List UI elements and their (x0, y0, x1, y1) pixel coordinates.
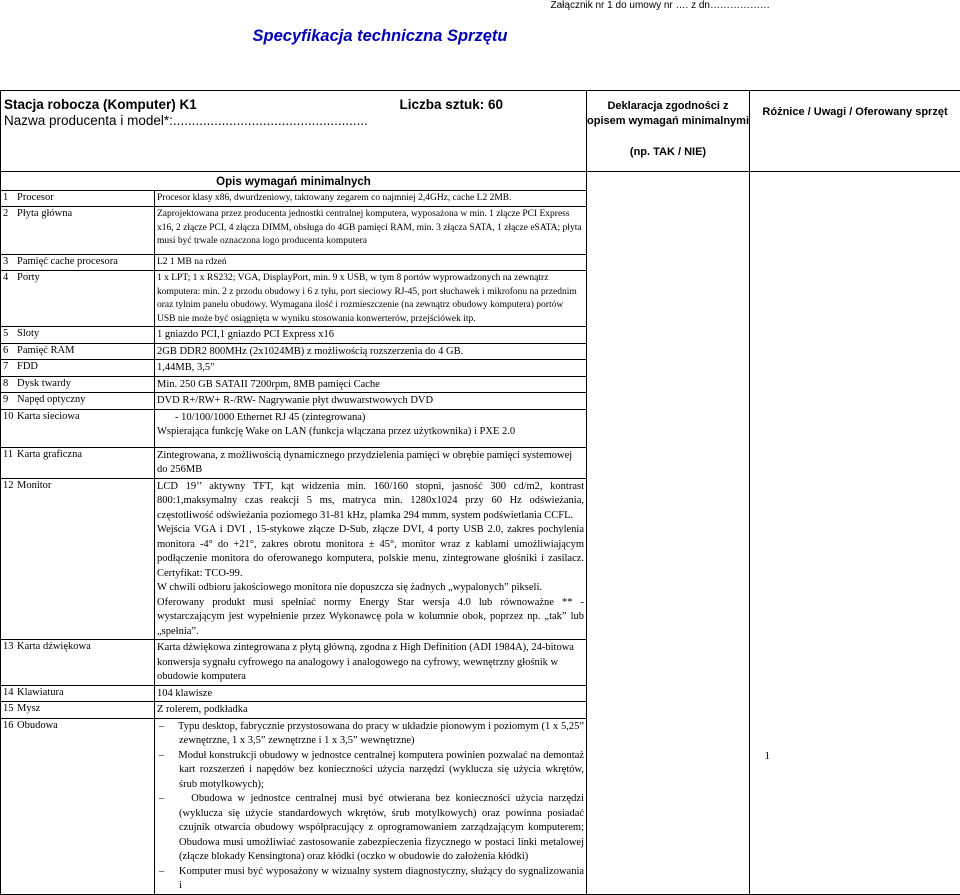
list-item-text: Typu desktop, fabrycznie przystosowana do pracy w układzie pionowym i poziomym (1 x 5,25” zewnętrzne, 1 x 3,5” zewnętrzne i 1 x 3,5” wewnętrzne) (178, 721, 584, 747)
row-spec (155, 718, 587, 894)
row-spec: L2 1 MB na rdzeń (155, 255, 587, 271)
row-name: Obudowa (17, 720, 58, 731)
row-spec: Procesor klasy x86, dwurdzeniowy, taktowany zegarem co najmniej 2,4GHz, cache L2 2MB. (155, 191, 587, 207)
row-spec: Z rolerem, podkładka (155, 702, 587, 719)
section-title: Opis wymagań minimalnych (1, 172, 587, 191)
row-name: Sloty (17, 328, 39, 339)
row-number: 15 (3, 703, 17, 714)
row-spec: 1 x LPT; 1 x RS232; VGA, DisplayPort, min. 9 x USB, w tym 8 portów wyprowadzonych na zewnątrz komputera: min. 2 z przodu obudowy i 6 z tyłu, port sieciowy RJ-45, port słuchawek i mikrofonu na przednim oraz tylnim panelu obudowy. Wymagana ilość i rozmieszczenie (na zewnątrz obudowy komputera) portów USB nie może być osiągnięta w wyniku stosowania konwerterów, przejściówek itp. (155, 271, 587, 327)
row-number: 9 (3, 394, 17, 405)
row-spec: 2GB DDR2 800MHz (2x1024MB) z możliwością rozszerzenia do 4 GB. (155, 343, 587, 360)
row-name: Pamięć RAM (17, 345, 74, 356)
list-item-text: Moduł konstrukcji obudowy w jednostce centralnej komputera powinien pozwalać na demontaż kart rozszerzeń i napędów bez konieczności użycia narzędzi (wyklucza się użycia wkrętów, śrub motylkowych); (178, 750, 584, 790)
row-name: Karta graficzna (17, 449, 82, 460)
row-number: 11 (3, 449, 17, 460)
monitor-spec-3: W chwili odbioru jakościowego monitora nie dopuszcza się żadnych „wypalonych” pikseli. (157, 581, 584, 596)
row-spec: Zaprojektowana przez producenta jednostki centralnej komputera, wyposażona w min. 1 złącze PCI Express x16, 2 złącze PCI, 4 złącza DIMM, obsługa do 4GB pamięci RAM, min. 3 złącza SATA, 1 złącze eSATA; płyta musi być trwale oznaczona logo producenta komputera (155, 207, 587, 255)
row-name: Płyta główna (17, 208, 72, 219)
row-number: 16 (3, 720, 17, 731)
producer-line: Nazwa producenta i model*:.................................................... (4, 113, 583, 129)
row-spec: 1,44MB, 3,5" (155, 360, 587, 377)
row-number: 2 (3, 208, 17, 219)
compliance-hint: (np. TAK / NIE) (587, 145, 749, 160)
compliance-column[interactable] (587, 172, 750, 895)
row-name: Karta sieciowa (17, 411, 80, 422)
network-line-2: Wspierająca funkcję Wake on LAN (funkcja włączana przez użytkownika) i PXE 2.0 (157, 425, 584, 440)
list-item: – Typu desktop, fabrycznie przystosowana do pracy w układzie pionowym i poziomym (1 x 5,25” zewnętrzne, 1 x 3,5” zewnętrzne i 1 x 3,5” wewnętrzne) (159, 720, 584, 749)
row-number: 5 (3, 328, 17, 339)
row-name: Mysz (17, 703, 40, 714)
row-spec: DVD R+/RW+ R-/RW- Nagrywanie płyt dwuwarstwowych DVD (155, 393, 587, 410)
row-name: Karta dźwiękowa (17, 641, 91, 652)
row-number: 6 (3, 345, 17, 356)
list-item: – Komputer musi być wyposażony w wizualny system diagnostyczny, służący do sygnalizowania i (159, 865, 584, 894)
monitor-spec-4: Oferowany produkt musi spełniać normy Energy Star wersja 4.0 lub równoważne ** - wystarczającym jest wypełnienie przez Wykonawcę pola w kolumnie obok, poprzez np. „tak” lub „spełnia”. (157, 596, 584, 640)
row-name: Klawiatura (17, 687, 64, 698)
row-name: Napęd optyczny (17, 394, 86, 405)
monitor-spec-1: LCD 19’’ aktywny TFT, kąt widzenia min. 160/160 stopni, jasność 300 cd/m2, kontrast 800:1,maksymalny czas reakcji 5 ms, matryca min. 1280x1024 przy 60 Hz odświeżania, częstotliwość odświeżania poziomego 31-81 kHz, plamka 294 mmm, system podświetlania CCFL. (157, 480, 584, 524)
station-name: Stacja robocza (Komputer) K1 (4, 97, 197, 113)
spec-table (0, 90, 960, 895)
row-spec (155, 409, 587, 447)
list-item-text: Obudowa w jednostce centralnej musi być otwierana bez konieczności użycia narzędzi (wyklucza się użycie standardowych wkrętów, śrub motylkowych) oraz powinna posiadać czujnik otwarcia obudowy współpracujący z oprogramowaniem zarządzającym komputerem; Obudowa musi umożliwiać zastosowanie zabezpieczenia fizycznego w postaci linki metalowej (złącze blokady Kensingtona) oraz kłódki (oczko w obudowie do założenia kłódki) (179, 793, 584, 862)
monitor-spec-2: Wejścia VGA i DVI , 15-stykowe złącze D-Sub, złącze DVI, 4 porty USB 2.0, zakres pochylenia monitora -4° do +21°, zakres obrotu monitora ± 45°, monitor wraz z kablami umożliwiającym podłączenie monitora do oferowanego komputera, polskie menu, zintegrowane głośniki i zasilacz. Certyfikat: TCO-99. (157, 523, 584, 581)
row-name: FDD (17, 361, 38, 372)
network-line-1: - 10/100/1000 Ethernet RJ 45 (zintegrowana) (157, 411, 584, 426)
page-title: Specyfikacja techniczna Sprzętu (0, 27, 760, 46)
row-number: 7 (3, 361, 17, 372)
row-number: 3 (3, 256, 17, 267)
quantity-label: Liczba sztuk: 60 (399, 97, 503, 113)
differences-header: Różnice / Uwagi / Oferowany sprzęt (750, 91, 960, 172)
attachment-note: Załącznik nr 1 do umowy nr …. z dn……………… (550, 0, 770, 11)
row-name: Pamięć cache procesora (17, 256, 118, 267)
page-number: 1 (765, 750, 771, 762)
compliance-title: Deklaracja zgodności z opisem wymagań minimalnymi (587, 99, 749, 129)
list-item: – Obudowa w jednostce centralnej musi być otwierana bez konieczności użycia narzędzi (wyklucza się użycie standardowych wkrętów, śrub motylkowych) oraz powinna posiadać czujnik otwarcia obudowy współpracujący z oprogramowaniem zarządzającym komputerem; Obudowa musi umożliwiać zastosowanie zabezpieczenia fizycznego w postaci linki metalowej (złącze blokady Kensingtona) oraz kłódki (oczko w obudowie do założenia kłódki) (159, 792, 584, 865)
row-number: 12 (3, 480, 17, 491)
station-header (1, 91, 587, 172)
row-spec: Min. 250 GB SATAII 7200rpm, 8MB pamięci Cache (155, 376, 587, 393)
row-name: Monitor (17, 480, 51, 491)
row-number: 8 (3, 378, 17, 389)
list-item-text: Komputer musi być wyposażony w wizualny system diagnostyczny, służący do sygnalizowania i (179, 866, 584, 892)
row-number: 14 (3, 687, 17, 698)
list-item: – Moduł konstrukcji obudowy w jednostce centralnej komputera powinien pozwalać na demontaż kart rozszerzeń i napędów bez konieczności użycia narzędzi (wyklucza się użycia wkrętów, śrub motylkowych); (159, 749, 584, 793)
differences-column[interactable] (750, 172, 960, 895)
row-spec: 104 klawisze (155, 685, 587, 702)
row-number: 13 (3, 641, 17, 652)
row-name: Dysk twardy (17, 378, 71, 389)
row-number: 10 (3, 411, 17, 422)
row-spec (155, 478, 587, 640)
row-spec: Karta dźwiękowa zintegrowana z płytą główną, zgodna z High Definition (ADI 1984A), 24-bitowa konwersja sygnału cyfrowego na analogowy i analogowego na cyfrowy, wewnętrzny głośnik w obudowie komputera (155, 640, 587, 686)
row-spec: Zintegrowana, z możliwością dynamicznego przydzielenia pamięci w obrębie pamięci systemowej do 256MB (155, 447, 587, 478)
row-name: Procesor (17, 192, 54, 203)
row-number: 1 (3, 192, 17, 203)
row-spec: 1 gniazdo PCI,1 gniazdo PCI Express x16 (155, 327, 587, 344)
row-name: Porty (17, 272, 40, 283)
row-number: 4 (3, 272, 17, 283)
compliance-header (587, 91, 750, 172)
